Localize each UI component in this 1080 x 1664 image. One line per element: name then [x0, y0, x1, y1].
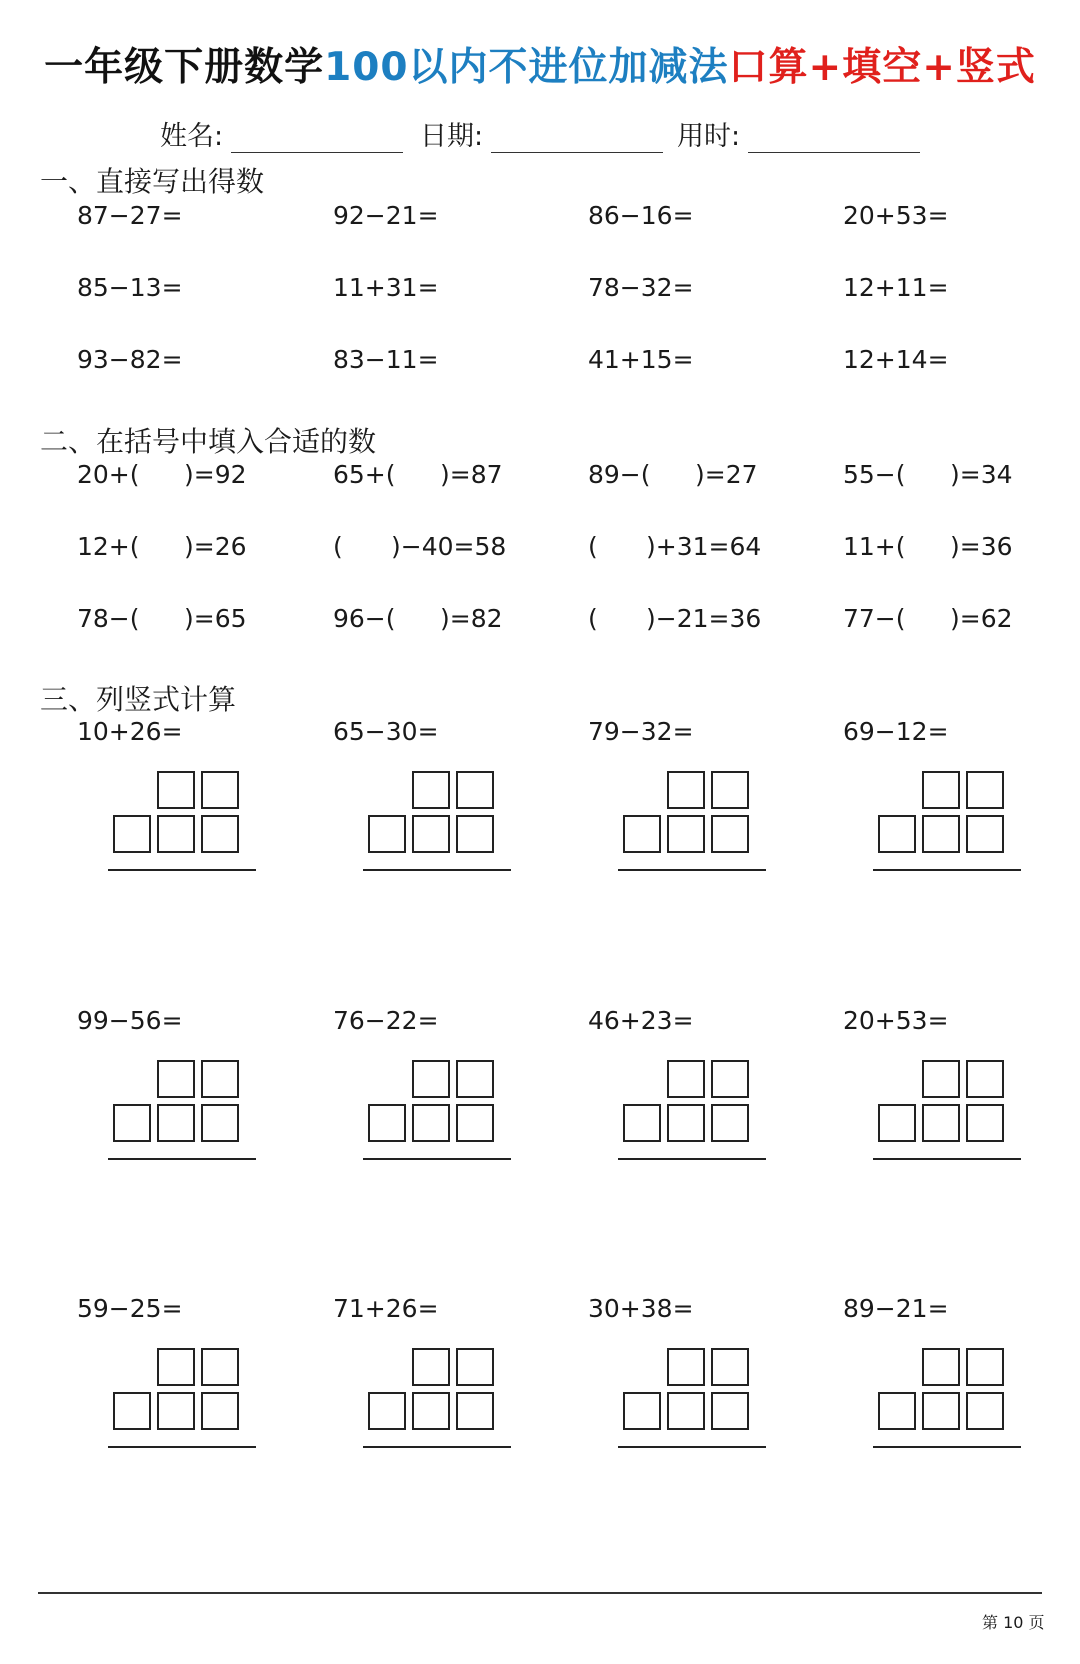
time-field[interactable] — [677, 114, 920, 153]
answer-box[interactable] — [113, 815, 151, 853]
answer-box[interactable] — [201, 815, 239, 853]
answer-box[interactable] — [711, 1060, 749, 1098]
result-line — [108, 1446, 256, 1448]
result-line — [873, 1446, 1021, 1448]
answer-box[interactable] — [456, 1104, 494, 1142]
mental-math-problem: 11+31= — [333, 273, 439, 302]
section2-title: 二、在括号中填入合适的数 — [40, 425, 377, 458]
vertical-calc-problem: 79−32= — [588, 717, 694, 746]
answer-box[interactable] — [412, 771, 450, 809]
section3-title: 三、列竖式计算 — [40, 683, 237, 716]
answer-box[interactable] — [412, 1392, 450, 1430]
worksheet-title — [0, 36, 1080, 92]
vertical-calc-problem: 76−22= — [333, 1006, 439, 1035]
mental-math-problem: 86−16= — [588, 201, 694, 230]
answer-box[interactable] — [456, 1060, 494, 1098]
fill-left-part: ( — [588, 604, 598, 633]
fill-left-part: 12+( — [77, 532, 140, 561]
answer-box[interactable] — [412, 1104, 450, 1142]
fill-left-part: 20+( — [77, 460, 140, 489]
answer-box[interactable] — [456, 771, 494, 809]
vertical-calc-problem: 99−56= — [77, 1006, 183, 1035]
fill-right-part: )−40=58 — [391, 532, 507, 561]
answer-box[interactable] — [667, 1060, 705, 1098]
answer-box[interactable] — [412, 815, 450, 853]
result-line — [873, 869, 1021, 871]
vertical-calc-problem: 89−21= — [843, 1294, 949, 1323]
answer-box[interactable] — [922, 1060, 960, 1098]
answer-box[interactable] — [201, 1348, 239, 1386]
answer-box[interactable] — [157, 1348, 195, 1386]
fill-right-part: )=26 — [184, 532, 247, 561]
answer-box[interactable] — [966, 815, 1004, 853]
mental-math-problem: 92−21= — [333, 201, 439, 230]
answer-box[interactable] — [922, 1392, 960, 1430]
answer-box[interactable] — [113, 1104, 151, 1142]
vertical-calc-problem: 20+53= — [843, 1006, 949, 1035]
vertical-calc-problem: 59−25= — [77, 1294, 183, 1323]
answer-box[interactable] — [922, 771, 960, 809]
mental-math-problem: 93−82= — [77, 345, 183, 374]
answer-box[interactable] — [966, 1060, 1004, 1098]
result-line — [873, 1158, 1021, 1160]
answer-box[interactable] — [113, 1392, 151, 1430]
result-line — [363, 869, 511, 871]
answer-box[interactable] — [966, 1348, 1004, 1386]
page-number: 第 10 页 — [982, 1613, 1045, 1632]
vertical-calc-problem: 65−30= — [333, 717, 439, 746]
fill-right-part: )=34 — [950, 460, 1013, 489]
mental-math-problem: 85−13= — [77, 273, 183, 302]
mental-math-problem: 87−27= — [77, 201, 183, 230]
answer-box[interactable] — [368, 1392, 406, 1430]
date-label: 日期: — [420, 121, 484, 152]
fill-left-part: 96−( — [333, 604, 396, 633]
result-line — [108, 1158, 256, 1160]
date-blank[interactable] — [491, 126, 663, 153]
vertical-calc-problem: 71+26= — [333, 1294, 439, 1323]
mental-math-problem: 78−32= — [588, 273, 694, 302]
fill-right-part: )+31=64 — [646, 532, 762, 561]
answer-box[interactable] — [667, 1104, 705, 1142]
answer-box[interactable] — [667, 1348, 705, 1386]
answer-box[interactable] — [368, 1104, 406, 1142]
answer-box[interactable] — [878, 1392, 916, 1430]
result-line — [108, 869, 256, 871]
answer-box[interactable] — [201, 1104, 239, 1142]
time-blank[interactable] — [748, 126, 920, 153]
fill-left-part: 89−( — [588, 460, 651, 489]
name-blank[interactable] — [231, 126, 403, 153]
fill-left-part: ( — [333, 532, 343, 561]
answer-box[interactable] — [711, 1392, 749, 1430]
mental-math-problem: 41+15= — [588, 345, 694, 374]
answer-box[interactable] — [201, 1392, 239, 1430]
fill-right-part: )=36 — [950, 532, 1013, 561]
title-part-grade: 一年级下册数学 — [44, 45, 325, 90]
name-field[interactable] — [160, 114, 403, 153]
fill-right-part: )=82 — [440, 604, 503, 633]
fill-right-part: )=27 — [695, 460, 758, 489]
answer-box[interactable] — [157, 815, 195, 853]
result-line — [618, 1158, 766, 1160]
answer-box[interactable] — [667, 1392, 705, 1430]
vertical-calc-problem: 69−12= — [843, 717, 949, 746]
mental-math-problem: 83−11= — [333, 345, 439, 374]
fill-right-part: )=62 — [950, 604, 1013, 633]
answer-box[interactable] — [157, 771, 195, 809]
answer-box[interactable] — [456, 1392, 494, 1430]
answer-box[interactable] — [966, 1392, 1004, 1430]
answer-box[interactable] — [966, 1104, 1004, 1142]
answer-box[interactable] — [878, 815, 916, 853]
answer-box[interactable] — [667, 771, 705, 809]
result-line — [363, 1158, 511, 1160]
title-part-types: 口算+填空+竖式 — [728, 45, 1036, 90]
answer-box[interactable] — [157, 1104, 195, 1142]
answer-box[interactable] — [623, 1104, 661, 1142]
answer-box[interactable] — [456, 1348, 494, 1386]
mental-math-problem: 12+11= — [843, 273, 949, 302]
date-field[interactable] — [420, 114, 663, 153]
fill-left-part: ( — [588, 532, 598, 561]
answer-box[interactable] — [412, 1348, 450, 1386]
answer-box[interactable] — [711, 815, 749, 853]
title-part-topic: 100以内不进位加减法 — [324, 45, 729, 90]
fill-left-part: 55−( — [843, 460, 906, 489]
fill-left-part: 65+( — [333, 460, 396, 489]
vertical-calc-problem: 30+38= — [588, 1294, 694, 1323]
answer-box[interactable] — [623, 815, 661, 853]
answer-box[interactable] — [922, 1348, 960, 1386]
mental-math-problem: 12+14= — [843, 345, 949, 374]
answer-box[interactable] — [157, 1060, 195, 1098]
result-line — [618, 1446, 766, 1448]
footer-divider — [38, 1592, 1042, 1594]
mental-math-problem: 20+53= — [843, 201, 949, 230]
fill-right-part: )=92 — [184, 460, 247, 489]
answer-box[interactable] — [456, 815, 494, 853]
fill-right-part: )−21=36 — [646, 604, 762, 633]
vertical-calc-problem: 10+26= — [77, 717, 183, 746]
fill-left-part: 78−( — [77, 604, 140, 633]
answer-box[interactable] — [711, 1348, 749, 1386]
answer-box[interactable] — [711, 1104, 749, 1142]
section1-title: 一、直接写出得数 — [40, 165, 265, 198]
fill-right-part: )=87 — [440, 460, 503, 489]
result-line — [618, 869, 766, 871]
fill-left-part: 77−( — [843, 604, 906, 633]
answer-box[interactable] — [157, 1392, 195, 1430]
fill-left-part: 11+( — [843, 532, 906, 561]
answer-box[interactable] — [412, 1060, 450, 1098]
answer-box[interactable] — [878, 1104, 916, 1142]
answer-box[interactable] — [667, 815, 705, 853]
answer-box[interactable] — [711, 771, 749, 809]
answer-box[interactable] — [201, 1060, 239, 1098]
answer-box[interactable] — [922, 815, 960, 853]
answer-box[interactable] — [368, 815, 406, 853]
name-label: 姓名: — [160, 121, 224, 152]
result-line — [363, 1446, 511, 1448]
answer-box[interactable] — [966, 771, 1004, 809]
answer-box[interactable] — [201, 771, 239, 809]
fill-right-part: )=65 — [184, 604, 247, 633]
time-label: 用时: — [677, 121, 741, 152]
vertical-calc-problem: 46+23= — [588, 1006, 694, 1035]
answer-box[interactable] — [922, 1104, 960, 1142]
answer-box[interactable] — [623, 1392, 661, 1430]
